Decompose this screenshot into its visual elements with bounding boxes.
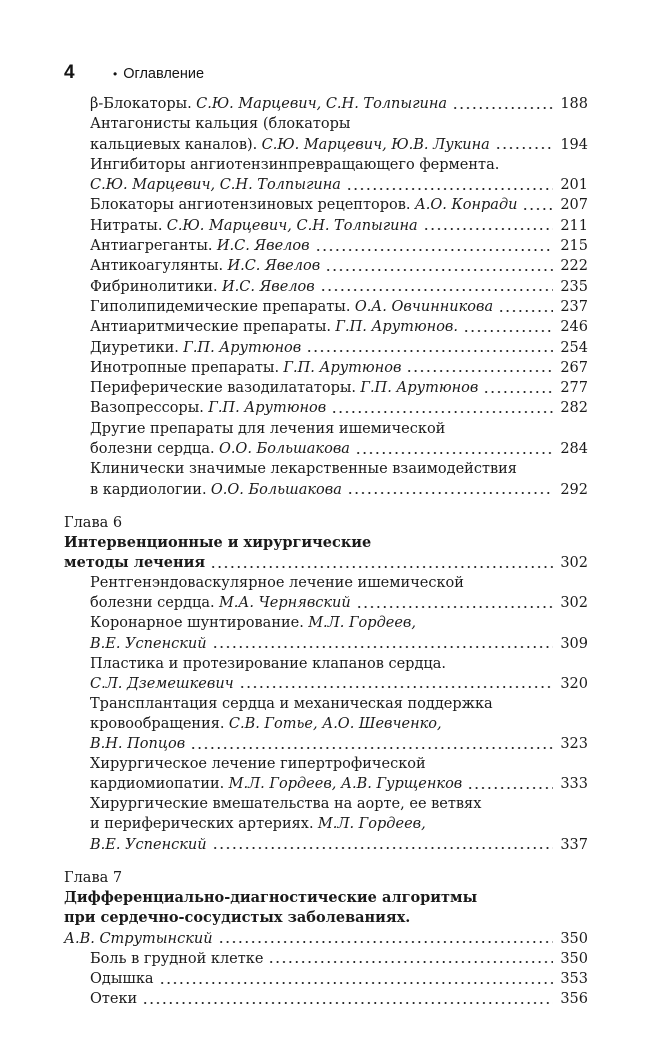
chapter-author: А.В. Струтынский — [64, 930, 213, 947]
chapter-title-line — [64, 908, 588, 928]
entry-author: Г.П. Арутюнов — [283, 359, 402, 376]
leader-dots — [239, 674, 554, 694]
page-number: 277 — [560, 380, 588, 397]
entry-author: С.Л. Дземешкевич — [90, 675, 234, 692]
entry-title: в кардиологии. — [90, 481, 207, 498]
page-number: 350 — [560, 930, 588, 947]
toc-line — [64, 175, 588, 195]
entry-author: С.Ю. Марцевич, С.Н. Толпыгина — [90, 177, 341, 194]
toc-entry — [64, 613, 588, 653]
toc-line — [64, 593, 588, 613]
entry-author: М.Л. Гордеев, — [317, 816, 426, 833]
page-number: 267 — [560, 359, 588, 376]
toc-line — [64, 459, 588, 479]
toc-line — [64, 114, 588, 134]
entry-title: Гиполипидемические препараты. — [90, 298, 351, 315]
entry-title: Инотропные препараты. — [90, 359, 280, 376]
toc-line — [64, 835, 588, 855]
page-number: 284 — [560, 441, 588, 458]
toc-entry — [64, 277, 588, 297]
toc-line — [64, 155, 588, 175]
toc-line — [64, 949, 588, 969]
entry-title: Одышка — [90, 970, 154, 987]
entry-title: Ингибиторы ангиотензинпревращающего фермента. — [90, 156, 500, 173]
toc-entry — [64, 317, 588, 337]
page-number: 350 — [560, 950, 588, 967]
entry-title: Клинически значимые лекарственные взаимодействия — [90, 461, 517, 478]
chapter-title-line — [64, 888, 588, 908]
chapter-label-text: Глава 7 — [64, 870, 123, 886]
page-number: 282 — [560, 400, 588, 417]
toc-entry — [64, 969, 588, 989]
page-number: 235 — [560, 278, 588, 295]
toc-line — [64, 634, 588, 654]
toc-entry — [64, 573, 588, 613]
page-number: 201 — [560, 177, 588, 194]
toc-entry — [64, 459, 588, 500]
page-number: 337 — [560, 836, 588, 853]
leader-dots — [331, 398, 553, 418]
entry-author: Г.П. Арутюнов — [360, 380, 479, 397]
entry-author: М.Л. Гордеев, А.В. Гурщенков — [228, 776, 463, 793]
toc-line — [64, 774, 588, 794]
entry-author: С.Ю. Марцевич, С.Н. Толпыгина — [166, 217, 418, 234]
chapter-title: при сердечно-сосудистых заболеваниях. — [64, 909, 411, 927]
leader-dots — [452, 94, 553, 114]
toc-entry — [64, 236, 588, 256]
leader-dots — [218, 929, 554, 949]
page-number: 215 — [560, 238, 588, 255]
chapter-title: Дифференциально-диагностические алгоритмы — [64, 889, 478, 907]
entry-title: Рентгенэндоваскулярное лечение ишемической — [90, 575, 464, 592]
leader-dots — [463, 317, 553, 337]
entry-author: М.А. Чернявский — [218, 595, 351, 612]
toc-line — [64, 654, 588, 674]
toc-line — [64, 714, 588, 734]
leader-dots — [498, 297, 553, 317]
toc-line — [64, 317, 588, 337]
entry-title: Трансплантация сердца и механическая поддержка — [90, 695, 493, 712]
toc-line — [64, 378, 588, 398]
toc-entry — [64, 338, 588, 358]
toc-section — [64, 94, 588, 500]
leader-dots — [347, 480, 553, 500]
page-number: 194 — [560, 136, 588, 153]
entry-title: Диуретики. — [90, 339, 179, 356]
entry-title: болезни сердца. — [90, 441, 215, 458]
chapter-author-line — [64, 929, 588, 949]
toc-entry — [64, 419, 588, 460]
entry-author: В.Н. Попцов — [90, 736, 186, 753]
toc-line — [64, 277, 588, 297]
entry-title: Другие препараты для лечения ишемической — [90, 420, 446, 437]
entry-author: И.С. Явелов — [216, 238, 310, 255]
entry-author: О.О. Большакова — [210, 481, 342, 498]
page-number-header: 4 — [64, 62, 75, 83]
toc-entry — [64, 195, 588, 215]
page-number: 237 — [560, 298, 588, 315]
toc-entry — [64, 358, 588, 378]
chapter-title: методы лечения — [64, 554, 206, 572]
toc-line — [64, 419, 588, 439]
entry-title: кровообращения. — [90, 715, 225, 732]
toc-entry — [64, 754, 588, 794]
entry-author: С.В. Готье, А.О. Шевченко, — [228, 715, 442, 732]
leader-dots — [325, 256, 553, 276]
entry-author: М.Л. Гордеев, — [308, 615, 416, 632]
entry-title: Отеки — [90, 991, 138, 1008]
page-number: 323 — [560, 736, 588, 753]
page-number: 356 — [560, 991, 588, 1008]
entry-author: С.Ю. Марцевич, Ю.В. Лукина — [261, 136, 490, 153]
entry-author: Г.П. Арутюнов. — [335, 319, 458, 336]
toc-line — [64, 358, 588, 378]
toc-entry — [64, 297, 588, 317]
entry-author: Г.П. Арутюнов — [183, 339, 302, 356]
entry-title: Фибринолитики. — [90, 278, 218, 295]
toc-line — [64, 94, 588, 114]
toc-line — [64, 297, 588, 317]
entry-title: β-Блокаторы. — [90, 96, 192, 112]
toc-entry — [64, 694, 588, 754]
toc-entry — [64, 794, 588, 854]
leader-dots — [423, 216, 554, 236]
toc-line — [64, 439, 588, 459]
toc-line — [64, 969, 588, 989]
toc-line — [64, 480, 588, 500]
toc-line — [64, 256, 588, 276]
entry-title: кардиомиопатии. — [90, 776, 225, 793]
entry-title: Хирургическое лечение гипертрофической — [90, 756, 426, 773]
entry-title: Боль в грудной клетке — [90, 950, 264, 967]
page-number: 320 — [560, 675, 588, 692]
toc-entry — [64, 378, 588, 398]
toc-entry — [64, 398, 588, 418]
leader-dots — [142, 989, 553, 1009]
entry-title: и периферических артериях. — [90, 816, 314, 833]
entry-author: В.Е. Успенский — [90, 635, 207, 652]
page-number: 309 — [560, 635, 588, 652]
leader-dots — [467, 774, 553, 794]
entry-title: Хирургические вмешательства на аорте, ее ветвях — [90, 796, 482, 813]
chapter-title: Интервенционные и хирургические — [64, 534, 372, 552]
leader-dots — [306, 338, 553, 358]
leader-dots — [522, 195, 553, 215]
chapter-title-line — [64, 533, 588, 553]
chapter-label-text: Глава 6 — [64, 515, 123, 531]
toc-entry — [64, 155, 588, 196]
leader-dots — [190, 734, 553, 754]
leader-dots — [212, 835, 554, 855]
running-header — [64, 62, 204, 86]
toc-section — [64, 513, 588, 855]
bullet-icon: • — [113, 67, 118, 81]
entry-title: Периферические вазодилататоры. — [90, 380, 356, 397]
entry-author: И.С. Явелов — [227, 258, 321, 275]
entry-title: Нитраты. — [90, 217, 163, 234]
leader-dots — [495, 135, 553, 155]
toc-line — [64, 674, 588, 694]
leader-dots — [320, 277, 554, 297]
entry-title: Антиагреганты. — [90, 238, 213, 255]
page-number: 211 — [560, 217, 588, 234]
toc-entry — [64, 949, 588, 969]
toc-line — [64, 135, 588, 155]
toc-entry — [64, 216, 588, 236]
toc-line — [64, 573, 588, 593]
entry-title: Блокаторы ангиотензиновых рецепторов. — [90, 197, 411, 214]
toc-line — [64, 734, 588, 754]
entry-title: Пластика и протезирование клапанов сердца. — [90, 655, 446, 672]
toc-line — [64, 814, 588, 834]
toc-entry — [64, 654, 588, 694]
toc-line — [64, 236, 588, 256]
toc-line — [64, 794, 588, 814]
page-number: 292 — [560, 481, 588, 498]
page-number: 254 — [560, 339, 588, 356]
running-title: Оглавление — [123, 66, 205, 82]
entry-title: Вазопрессоры. — [90, 400, 204, 417]
leader-dots — [483, 378, 553, 398]
toc-line — [64, 195, 588, 215]
toc-entry — [64, 94, 588, 114]
entry-title: кальциевых каналов). — [90, 136, 258, 153]
toc-line — [64, 754, 588, 774]
entry-author: О.А. Овчинникова — [354, 298, 494, 315]
toc-line — [64, 613, 588, 633]
page-number: 207 — [560, 197, 588, 214]
chapter-label — [64, 513, 588, 533]
toc-entry — [64, 256, 588, 276]
toc-line — [64, 989, 588, 1009]
entry-author: О.О. Большакова — [218, 441, 350, 458]
toc-line — [64, 338, 588, 358]
leader-dots — [212, 634, 554, 654]
page-number: 222 — [560, 258, 588, 275]
leader-dots — [346, 175, 553, 195]
page-number: 302 — [560, 555, 588, 572]
entry-author: В.Е. Успенский — [90, 836, 207, 853]
entry-author: Г.П. Арутюнов — [208, 400, 327, 417]
chapter-label — [64, 868, 588, 888]
leader-dots — [355, 439, 553, 459]
entry-title: Антагонисты кальция (блокаторы — [90, 116, 351, 133]
leader-dots — [159, 969, 554, 989]
toc-line — [64, 216, 588, 236]
entry-title: Коронарное шунтирование. — [90, 615, 304, 632]
toc-entry — [64, 989, 588, 1009]
page-number: 353 — [560, 970, 588, 987]
toc-section — [64, 868, 588, 1009]
toc-line — [64, 694, 588, 714]
leader-dots — [210, 553, 553, 573]
entry-title: Антиаритмические препараты. — [90, 319, 332, 336]
leader-dots — [268, 949, 553, 969]
leader-dots — [315, 236, 554, 256]
page-number: 333 — [560, 776, 588, 793]
page-number: 188 — [560, 96, 588, 112]
entry-title: болезни сердца. — [90, 595, 215, 612]
toc-entry — [64, 114, 588, 155]
entry-author: А.О. Конради — [414, 197, 518, 214]
page-number: 302 — [560, 595, 588, 612]
chapter-title-line — [64, 553, 588, 573]
page-number: 246 — [560, 319, 588, 336]
leader-dots — [406, 358, 553, 378]
toc-line — [64, 398, 588, 418]
leader-dots — [356, 593, 554, 613]
entry-title: Антикоагулянты. — [90, 258, 224, 275]
entry-author: И.С. Явелов — [222, 278, 315, 295]
entry-author: С.Ю. Марцевич, С.Н. Толпыгина — [196, 96, 448, 112]
